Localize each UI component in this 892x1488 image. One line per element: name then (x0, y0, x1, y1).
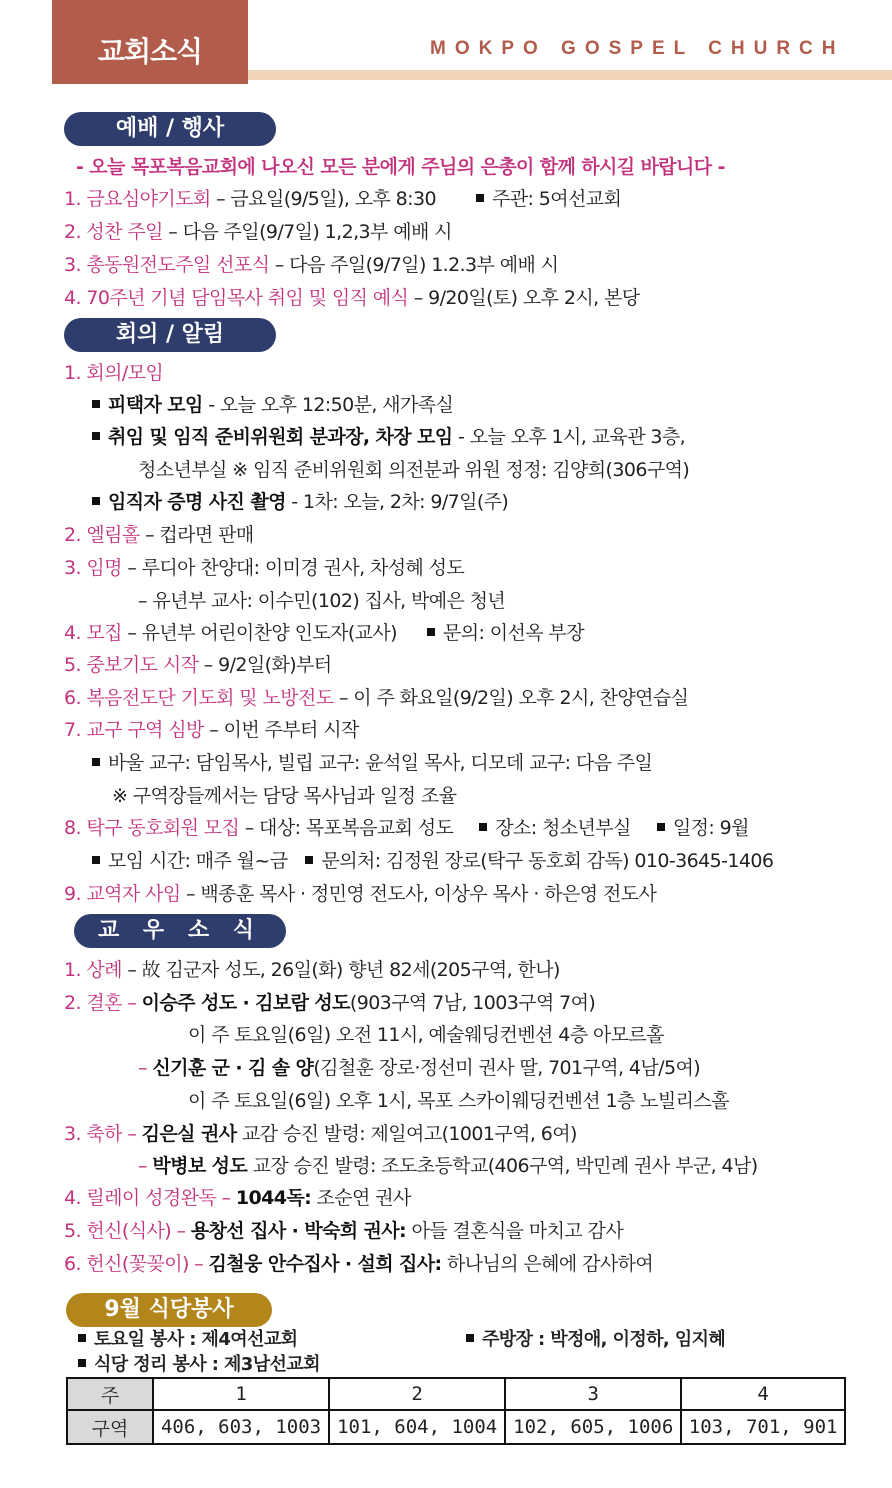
bullet-icon (92, 432, 100, 440)
table-cell-district: 102, 605, 1006 (505, 1410, 681, 1444)
bullet-icon (427, 628, 435, 636)
meeting-item-1a: 피택자 모임 - 오늘 오후 12:50분, 새가족실 (92, 392, 453, 418)
members-item-2: 2. 결혼 – 이승주 성도 · 김보람 성도(903구역 7남, 1003구역 7여) (64, 992, 596, 1014)
members-item-6: 6. 헌신(꽃꽂이) – 김철웅 안수집사 · 설희 집사: 하나님의 은혜에 감사하여 (64, 1253, 654, 1275)
meeting-item-1: 1. 회의/모임 (64, 362, 164, 384)
header-underline (248, 70, 892, 80)
table-row (67, 1410, 845, 1444)
members-item-2b: – 신기훈 군 · 김 솔 양(김철훈 장로·정선미 권사 딸, 701구역, 4남/5여) (138, 1057, 701, 1079)
members-item-3b: – 박병보 성도 교장 승진 발령: 조도초등학교(406구역, 박민례 권사 부군, 4남) (138, 1155, 758, 1177)
members-item-2-cont: 이 주 토요일(6일) 오전 11시, 예술웨딩컨벤션 4층 아모르홀 (188, 1024, 664, 1046)
meeting-item-7: 7. 교구 구역 심방 – 이번 주부터 시작 (64, 719, 359, 741)
meeting-item-3: 3. 임명 – 루디아 찬양대: 이미경 권사, 차성혜 성도 (64, 557, 465, 579)
meeting-item-3-cont: – 유년부 교사: 이수민(102) 집사, 박예은 청년 (138, 590, 506, 612)
table-cell-week: 2 (329, 1378, 505, 1410)
meeting-item-7a: 바울 교구: 담임목사, 빌립 교구: 윤석일 목사, 디모데 교구: 다음 주일 (92, 750, 652, 776)
greeting-line: - 오늘 목포복음교회에 나오신 모든 분에게 주님의 은총이 함께 하시길 바랍니다 - (76, 156, 725, 178)
section-members-heading: 교 우 소 식 (74, 914, 286, 948)
table-cell-district: 101, 604, 1004 (329, 1410, 505, 1444)
worship-item-4: 4. 70주년 기념 담임목사 취임 및 임직 예식 – 9/20일(토) 오후 2시, 본당 (64, 287, 640, 309)
header-tab (52, 0, 248, 84)
table-cell-district: 103, 701, 901 (681, 1410, 845, 1444)
members-item-5: 5. 헌신(식사) – 용창선 집사 · 박숙희 권사: 아들 결혼식을 마치고 감사 (64, 1220, 624, 1242)
cafeteria-chief: 주방장 : 박정애, 이정하, 임지혜 (466, 1327, 725, 1353)
meeting-item-1b: 취임 및 임직 준비위원회 분과장, 차장 모임 - 오늘 오후 1시, 교육관 3층, (92, 424, 685, 450)
section-cafeteria-heading: 9월 식당봉사 (66, 1293, 272, 1327)
bullet-icon (78, 1359, 86, 1367)
table-header-week: 주 (67, 1378, 153, 1410)
bullet-icon (92, 497, 100, 505)
members-item-1: 1. 상례 – 故 김군자 성도, 26일(화) 향년 82세(205구역, 한나) (64, 959, 560, 981)
church-name: MOKPO GOSPEL CHURCH (430, 38, 845, 59)
meeting-item-1c: 임직자 증명 사진 촬영 - 1차: 오늘, 2차: 9/7일(주) (92, 489, 508, 515)
meeting-item-5: 5. 중보기도 시작 – 9/2일(화)부터 (64, 654, 332, 676)
meeting-item-1b-cont: 청소년부실 ※ 임직 준비위원회 의전분과 위원 정정: 김양희(306구역) (138, 459, 690, 481)
bullet-icon (92, 758, 100, 766)
section-worship-heading: 예배 / 행사 (64, 112, 276, 146)
members-item-3: 3. 축하 – 김은실 권사 교감 승진 발령: 제일여고(1001구역, 6여) (64, 1123, 577, 1145)
worship-item-2: 2. 성찬 주일 – 다음 주일(9/7일) 1,2,3부 예배 시 (64, 221, 452, 243)
bullet-icon (92, 856, 100, 864)
bullet-icon (479, 823, 487, 831)
table-cell-district: 406, 603, 1003 (153, 1410, 329, 1444)
meeting-item-4: 4. 모집 – 유년부 어린이찬양 인도자(교사) 문의: 이선옥 부장 (64, 622, 584, 644)
meeting-item-8a: 모임 시간: 매주 월~금 문의처: 김정원 장로(탁구 동호회 감독) 010-3645-1406 (92, 848, 773, 874)
meeting-item-7b: ※ 구역장들께서는 담당 목사님과 일정 조율 (112, 785, 457, 807)
table-row (67, 1378, 845, 1410)
table-cell-week: 4 (681, 1378, 845, 1410)
bullet-icon (476, 194, 484, 202)
meeting-item-9: 9. 교역자 사임 – 백종훈 목사 · 정민영 전도사, 이상우 목사 · 하은영 전도사 (64, 883, 657, 905)
header-tab-title: 교회소식 (97, 35, 203, 68)
worship-item-1: 1. 금요심야기도회 – 금요일(9/5일), 오후 8:30 주관: 5여선교회 (64, 188, 622, 210)
bullet-icon (78, 1334, 86, 1342)
meeting-item-6: 6. 복음전도단 기도회 및 노방전도 – 이 주 화요일(9/2일) 오후 2시, 찬양연습실 (64, 687, 689, 709)
table-cell-week: 1 (153, 1378, 329, 1410)
bullet-icon (305, 856, 313, 864)
worship-item-3: 3. 총동원전도주일 선포식 – 다음 주일(9/7일) 1.2.3부 예배 시 (64, 254, 559, 276)
table-header-district: 구역 (67, 1410, 153, 1444)
section-meeting-heading: 회의 / 알림 (64, 318, 276, 352)
members-item-4: 4. 릴레이 성경완독 – 1044독: 조순연 권사 (64, 1187, 411, 1209)
cafeteria-schedule-table (66, 1377, 846, 1445)
cafeteria-cleanup: 식당 정리 봉사 : 제3남선교회 (78, 1352, 320, 1378)
meeting-item-2: 2. 엘림홀 – 컵라면 판매 (64, 524, 254, 546)
meeting-item-8: 8. 탁구 동호회원 모집 – 대상: 목포복음교회 성도 장소: 청소년부실 일정: 9월 (64, 817, 749, 839)
bullet-icon (466, 1334, 474, 1342)
bullet-icon (92, 400, 100, 408)
table-cell-week: 3 (505, 1378, 681, 1410)
cafeteria-saturday: 토요일 봉사 : 제4여선교회 (78, 1327, 297, 1353)
members-item-2b-cont: 이 주 토요일(6일) 오후 1시, 목포 스카이웨딩컨벤션 1층 노빌리스홀 (188, 1090, 729, 1112)
bullet-icon (657, 823, 665, 831)
